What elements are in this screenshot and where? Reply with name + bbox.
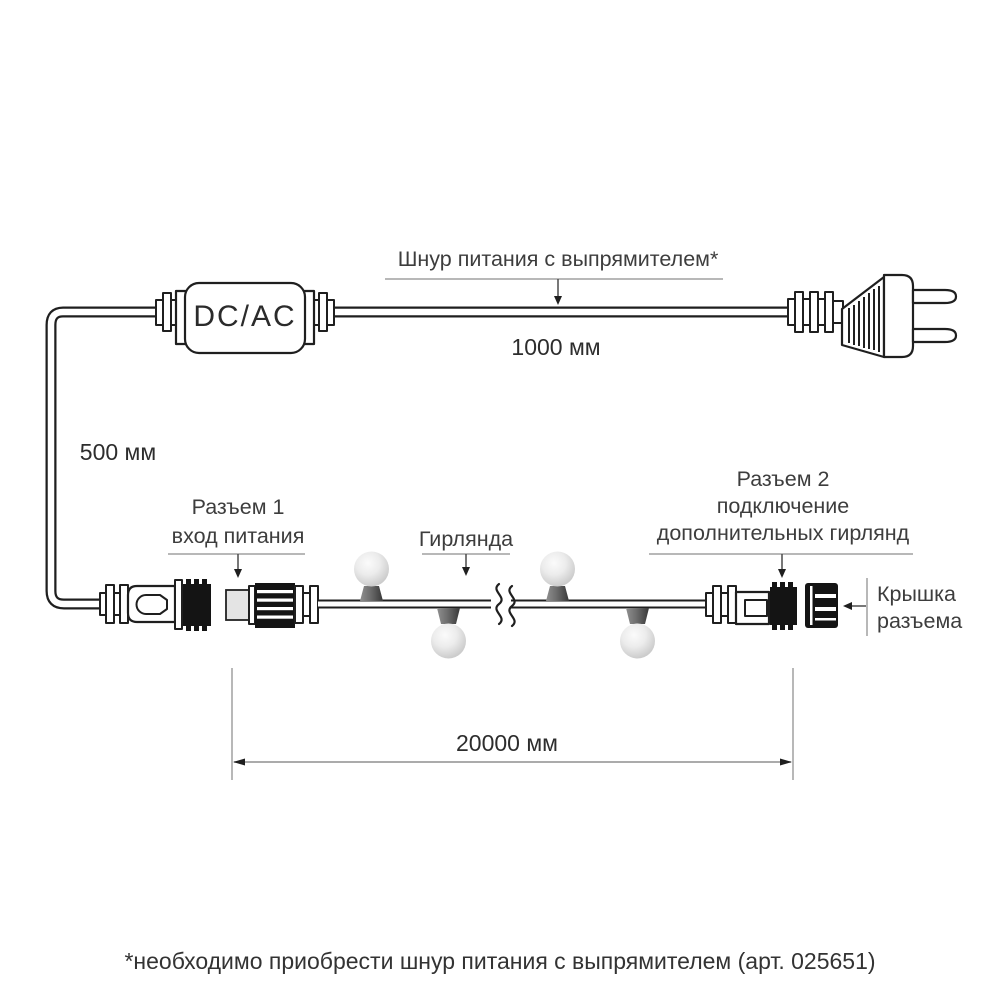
strain-relief-bar — [106, 585, 114, 623]
strain-relief-bar — [818, 299, 825, 325]
dimension-20000 — [232, 668, 793, 780]
connector2-label-line1: Разъем 2 — [736, 467, 830, 491]
connector1-collar — [175, 580, 182, 629]
strain-relief-bar — [303, 593, 310, 616]
connector1-male-tab — [226, 590, 249, 620]
power-plug — [788, 275, 956, 357]
strain-relief-bar — [156, 300, 163, 325]
bulb — [620, 624, 655, 659]
arrow-head-right — [780, 759, 792, 766]
bulb-up-2 — [540, 552, 575, 602]
power-cord-length: 1000 мм — [511, 334, 601, 360]
bulb-socket — [626, 608, 649, 624]
plug-prong-top — [913, 290, 956, 303]
strain-relief-bar — [120, 585, 128, 623]
cap-label-line2: разъема — [877, 609, 963, 633]
arrow-head — [554, 296, 562, 305]
connector1-key — [137, 595, 167, 614]
bulb-down-1 — [431, 608, 466, 659]
garland-length: 20000 мм — [456, 730, 558, 756]
strain-relief-bar — [721, 593, 728, 616]
strain-relief-bar — [825, 292, 833, 332]
strain-relief-bar — [803, 299, 810, 325]
garland — [318, 552, 710, 659]
footnote: *необходимо приобрести шнур питания с выпрямителем (арт. 025651) — [124, 948, 876, 974]
strain-relief-bar — [810, 292, 818, 332]
strain-relief-bar — [319, 293, 327, 331]
plug-prong-bottom — [913, 329, 956, 342]
bulb-up-1 — [354, 552, 389, 602]
strain-relief-bar — [327, 300, 334, 325]
bulb-socket — [546, 586, 569, 601]
bulb — [540, 552, 575, 587]
strain-relief-bar — [788, 299, 795, 325]
wire-break-symbol — [496, 584, 514, 626]
cap-label-line1: Крышка — [877, 582, 957, 606]
strain-relief-bar — [163, 293, 171, 331]
connector1-male-nut — [255, 583, 295, 628]
garland-label: Гирлянда — [418, 527, 514, 551]
strain-relief-bar — [706, 593, 713, 616]
connector2 — [706, 582, 838, 630]
input-wire-length: 500 мм — [79, 439, 157, 465]
power-cord-label: Шнур питания с выпрямителем* — [397, 247, 719, 271]
power-cord-label-group — [385, 247, 723, 305]
bulb — [354, 552, 389, 587]
connector2-cap — [805, 583, 838, 628]
arrow-head — [234, 569, 242, 578]
strain-relief-bar — [295, 586, 303, 623]
dc-ac-converter — [156, 283, 334, 353]
bulb-socket — [437, 608, 460, 624]
bulb — [431, 624, 466, 659]
plug-face — [884, 275, 913, 357]
strain-relief-bar — [713, 586, 721, 623]
bulb-socket — [360, 586, 383, 601]
arrow-head — [843, 602, 852, 610]
arrow-head — [778, 569, 786, 578]
connector2-label-group — [649, 467, 913, 578]
connector1-label-line2: вход питания — [171, 524, 305, 548]
connector1-locking-nut — [183, 579, 211, 631]
converter-label: DC/AC — [193, 300, 297, 333]
strain-relief-bar — [795, 292, 803, 332]
cap-label-group — [843, 578, 962, 636]
connector2-key — [745, 600, 767, 616]
connector1-label-group — [168, 495, 305, 578]
connector1 — [100, 579, 318, 631]
arrow-head-left — [233, 759, 245, 766]
bulb-down-2 — [620, 608, 655, 659]
strain-relief-bar — [310, 586, 318, 623]
connector2-label-line3: дополнительных гирлянд — [656, 521, 910, 545]
strain-relief-bar — [728, 586, 736, 623]
connector1-label-line1: Разъем 1 — [191, 495, 285, 519]
garland-label-group — [419, 527, 513, 576]
connector2-locking-nut — [770, 582, 797, 630]
connector1-male-collar — [249, 586, 255, 624]
arrow-head — [462, 567, 470, 576]
connector2-label-line2: подключение — [716, 494, 850, 518]
